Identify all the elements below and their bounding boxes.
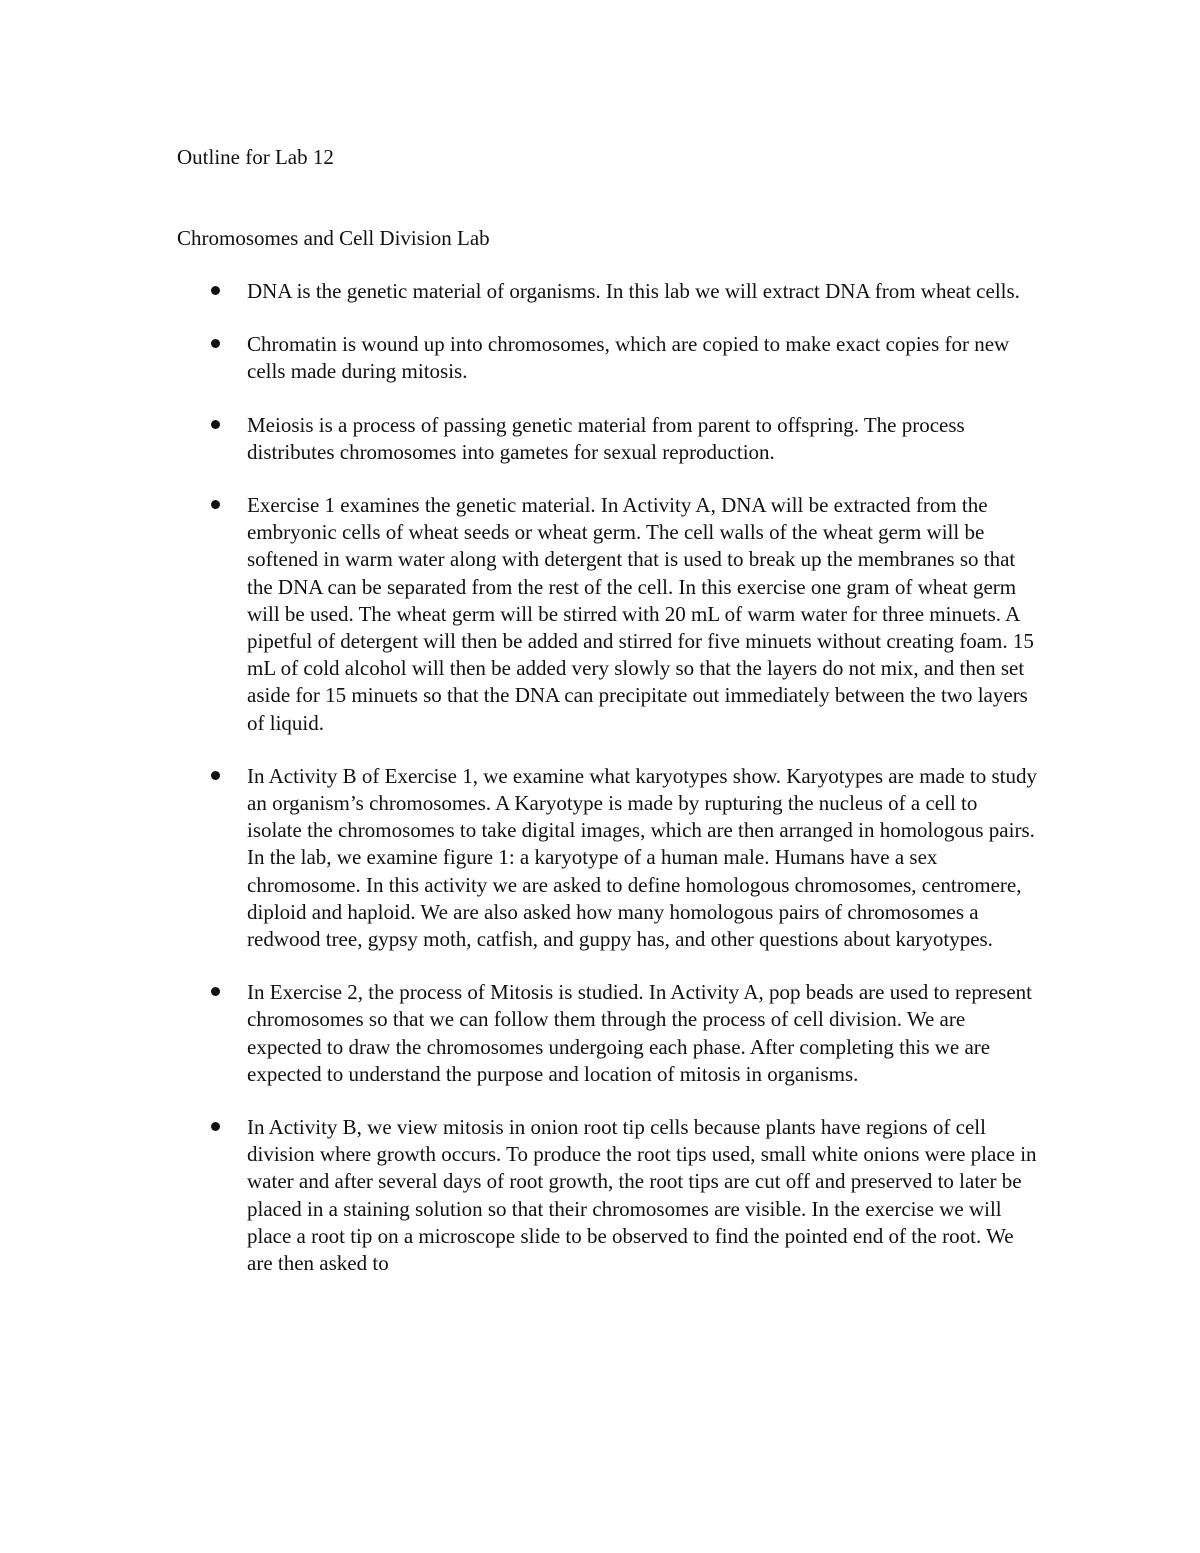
bullet-text: In Activity B, we view mitosis in onion root tip cells because plants have regions of cell division where growth occurs. To produce the root tips used, small white onions were place in water and after several days of root growth, the root tips are cut off and preserved to later be placed in a staining solution so that their chromosomes are visible. In the exercise we will place a root tip on a microscope slide to be observed to find the pointed end of the root. We are then asked to xyxy=(247,1115,1037,1276)
list-item xyxy=(0,763,1200,953)
list-item xyxy=(0,278,1200,305)
bullet-text: Exercise 1 examines the genetic material. In Activity A, DNA will be extracted from the embryonic cells of wheat seeds or wheat germ. The cell walls of the wheat germ will be softened in warm water along with detergent that is used to break up the membranes so that the DNA can be separated from the rest of the cell. In this exercise one gram of wheat germ will be used. The wheat germ will be stirred with 20 mL of warm water for three minuets. A pipetful of detergent will then be added and stirred for five minuets without creating foam. 15 mL of cold alcohol will then be added very slowly so that the layers do not mix, and then set aside for 15 minuets so that the DNA can precipitate out immediately between the two layers of liquid. xyxy=(247,493,1034,735)
document-subtitle: Chromosomes and Cell Division Lab xyxy=(177,226,490,250)
list-item xyxy=(0,412,1200,466)
bullet-icon xyxy=(211,1122,220,1131)
bullet-text: In Exercise 2, the process of Mitosis is studied. In Activity A, pop beads are used to represent chromosomes so that we can follow them through the process of cell division. We are expected to draw the chromosomes undergoing each phase. After completing this we are expected to understand the purpose and location of mitosis in organisms. xyxy=(247,980,1032,1086)
bullet-text: In Activity B of Exercise 1, we examine what karyotypes show. Karyotypes are made to study an organism’s chromosomes. A Karyotype is made by rupturing the nucleus of a cell to isolate the chromosomes to take digital images, which are then arranged in homologous pairs. In the lab, we examine figure 1: a karyotype of a human male. Humans have a sex chromosome. In this activity we are asked to define homologous chromosomes, centromere, diploid and haploid. We are also asked how many homologous pairs of chromosomes a redwood tree, gypsy moth, catfish, and guppy has, and other questions about karyotypes. xyxy=(247,763,1038,952)
list-item xyxy=(0,1114,1200,1277)
bullet-icon xyxy=(211,771,220,780)
bullet-text: Chromatin is wound up into chromosomes, which are copied to make exact copies for new cells made during mitosis. xyxy=(247,332,1010,384)
bullet-list xyxy=(0,278,1200,1303)
bullet-icon xyxy=(211,500,220,509)
document-title: Outline for Lab 12 xyxy=(177,145,334,169)
list-item xyxy=(0,979,1200,1088)
bullet-icon xyxy=(211,987,220,996)
bullet-text: DNA is the genetic material of organisms. In this lab we will extract DNA from wheat cells. xyxy=(247,279,1020,303)
list-item xyxy=(0,492,1200,737)
list-item xyxy=(0,331,1200,385)
bullet-icon xyxy=(211,339,220,348)
bullet-icon xyxy=(211,420,220,429)
bullet-icon xyxy=(211,286,220,295)
bullet-text: Meiosis is a process of passing genetic material from parent to offspring. The process distributes chromosomes into gametes for sexual reproduction. xyxy=(247,412,965,464)
